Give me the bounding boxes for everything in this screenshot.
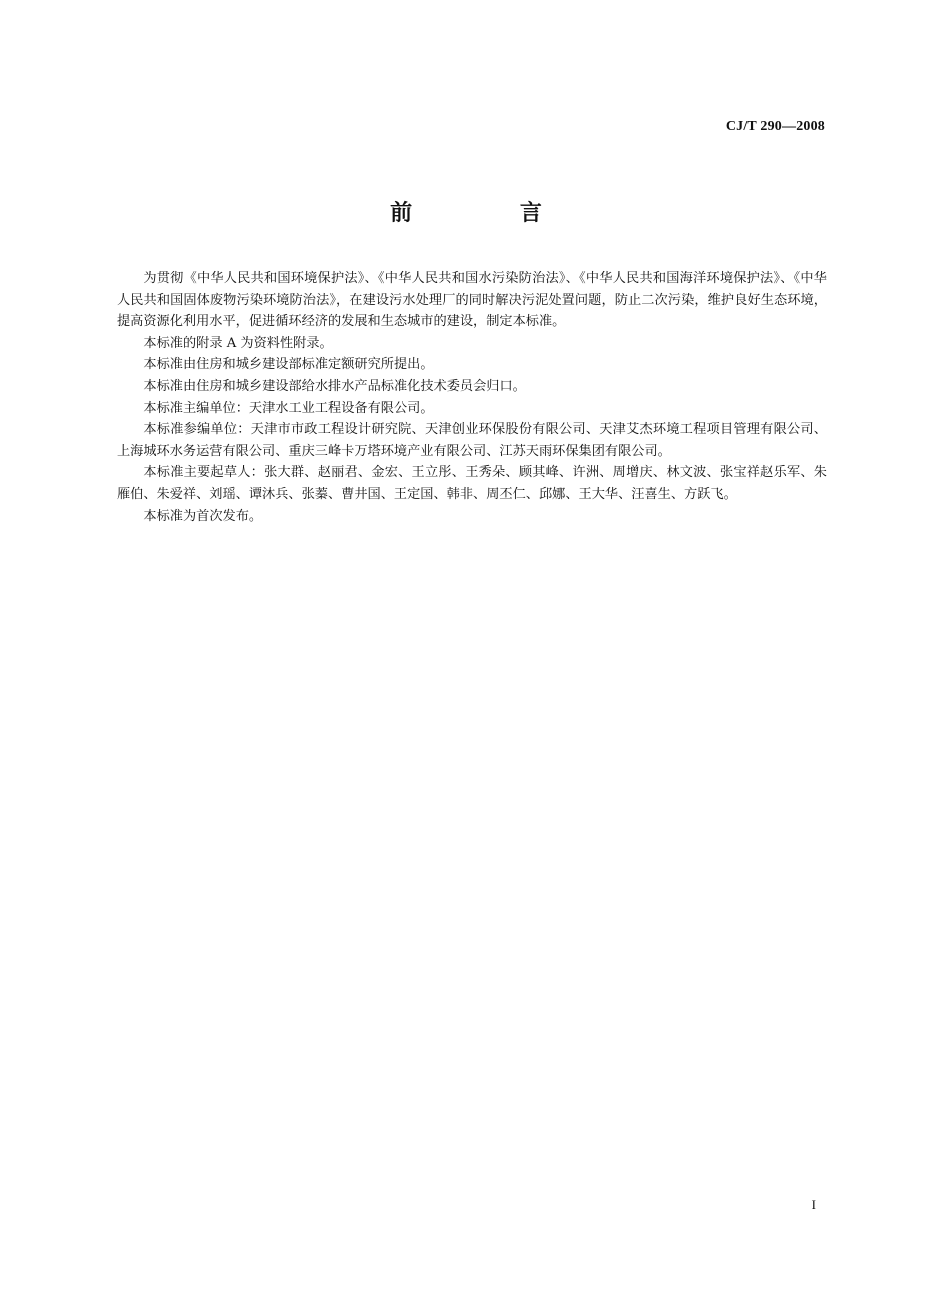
paragraph-purpose: 为贯彻《中华人民共和国环境保护法》、《中华人民共和国水污染防治法》、《中华人民共和国海洋环境保护法》、《中华人民共和国固体废物污染环境防治法》，在建设污水处理厂的同时解决污泥处置问题，防止二次污染，维护良好生态环境，提高资源化利用水平，促进循环经济的发展和生态城市的建设，制定本标准。 <box>117 271 827 330</box>
paragraph-drafters: 本标准主要起草人：张大群、赵丽君、金宏、王立彤、王秀朵、顾其峰、许洲、周增庆、林文波、张宝祥赵乐军、朱雁伯、朱爱祥、刘瑶、谭沐兵、张蓁、曹井国、王定国、韩非、周丕仁、邱娜、王大华、汪喜生、方跃飞。 <box>117 465 827 502</box>
foreword-body <box>117 268 827 527</box>
paragraph-first-release: 本标准为首次发布。 <box>143 508 263 524</box>
paragraph-committee: 本标准由住房和城乡建设部给水排水产品标准化技术委员会归口。 <box>143 378 526 394</box>
paragraph-appendix: 本标准的附录 A 为资料性附录。 <box>143 335 333 351</box>
paragraph-chief-editor: 本标准主编单位：天津水工业工程设备有限公司。 <box>143 400 434 416</box>
paragraph-proposer: 本标准由住房和城乡建设部标准定额研究所提出。 <box>143 357 434 373</box>
standard-code: CJ/T 290—2008 <box>725 119 825 134</box>
page-title: 前 言 <box>390 201 592 226</box>
page-number: I <box>811 1197 816 1212</box>
paragraph-participants: 本标准参编单位：天津市市政工程设计研究院、天津创业环保股份有限公司、天津艾杰环境工程项目管理有限公司、上海城环水务运营有限公司、重庆三峰卡万塔环境产业有限公司、江苏天雨环保集团有限公司。 <box>117 422 827 459</box>
